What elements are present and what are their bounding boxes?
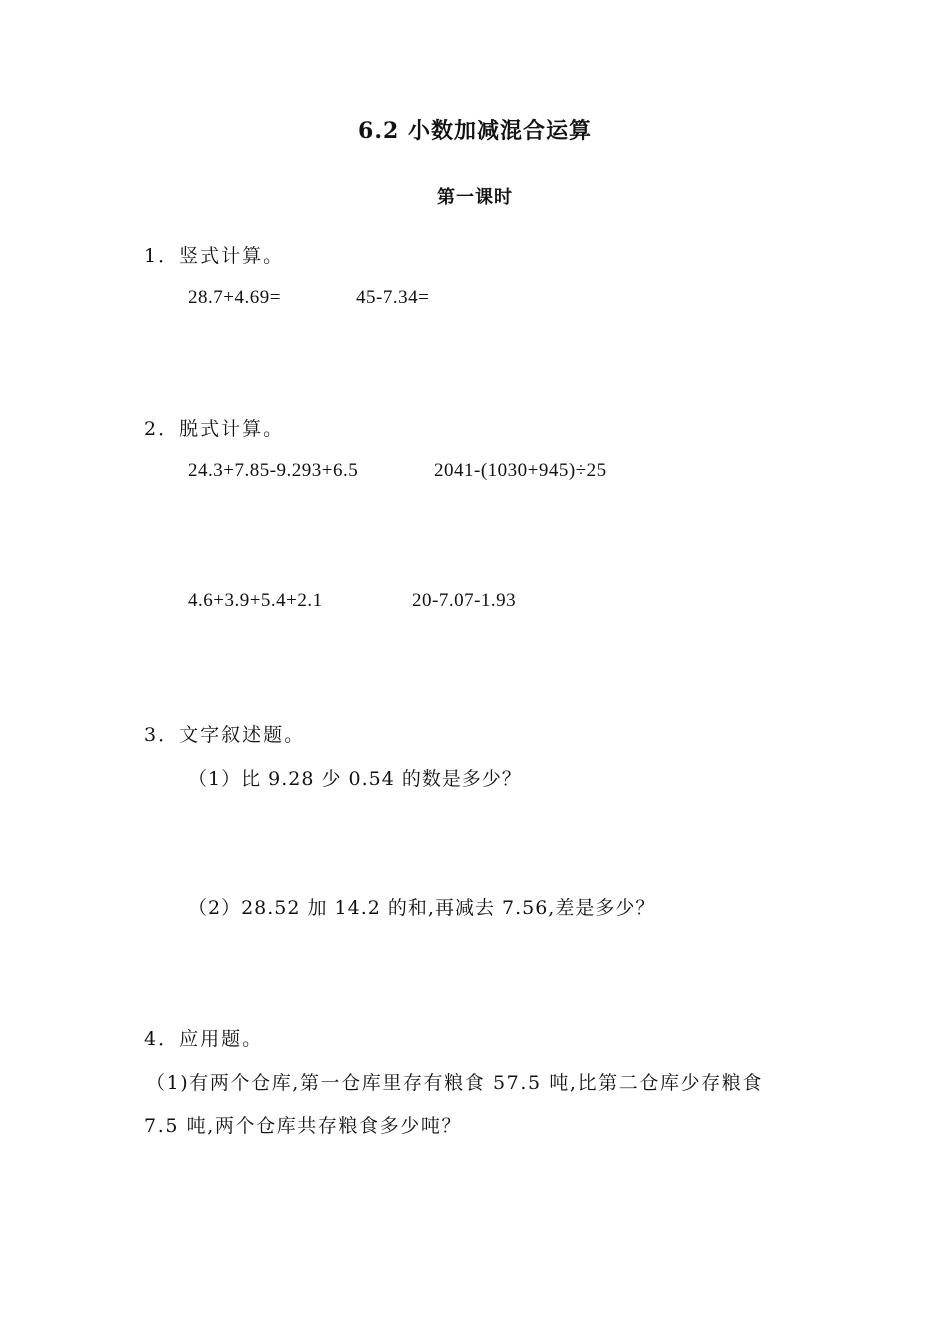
question-4-problem-line-2: 7.5 吨,两个仓库共存粮食多少吨？	[144, 1115, 463, 1137]
question-2-expression-1: 24.3+7.85-9.293+6.5	[188, 460, 359, 481]
question-4-heading: 4．应用题。	[144, 1028, 264, 1050]
page-subtitle: 第一课时	[437, 187, 513, 208]
question-3-sub-1: （1）比 9.28 少 0.54 的数是多少？	[188, 768, 522, 790]
question-1-heading: 1．竖式计算。	[144, 245, 285, 267]
question-2-expression-2: 2041-(1030+945)÷25	[434, 460, 607, 481]
question-2-expression-4: 20-7.07-1.93	[412, 590, 517, 611]
question-3-sub-2: （2）28.52 加 14.2 的和,再减去 7.56,差是多少？	[188, 897, 656, 919]
page-title: 6.2 小数加减混合运算	[358, 118, 592, 144]
question-2-heading: 2．脱式计算。	[144, 418, 285, 440]
question-1-expression-1: 28.7+4.69=	[188, 287, 281, 308]
question-2-expression-3: 4.6+3.9+5.4+2.1	[188, 590, 323, 611]
question-1-expression-2: 45-7.34=	[356, 287, 430, 308]
question-4-problem-line-1: （1)有两个仓库,第一仓库里存有粮食 57.5 吨,比第二仓库少存粮食	[146, 1072, 763, 1094]
question-3-heading: 3．文字叙述题。	[144, 724, 306, 746]
